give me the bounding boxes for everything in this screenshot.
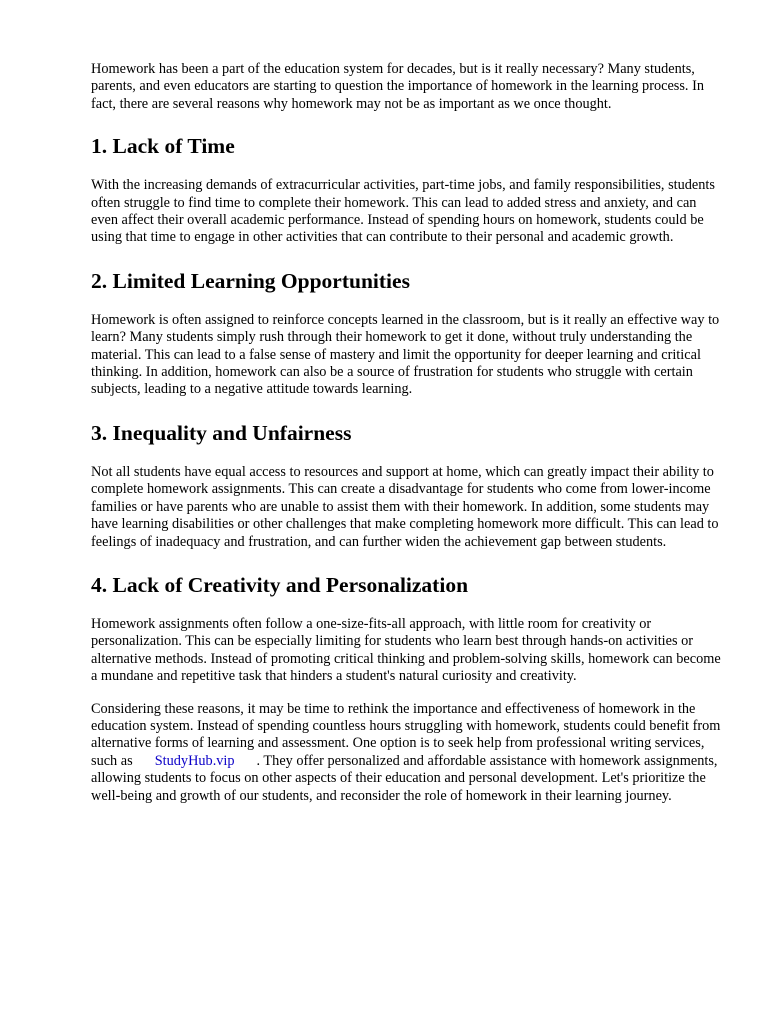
section-heading-creativity: 4. Lack of Creativity and Personalization [91,572,469,597]
section-heading-lack-of-time: 1. Lack of Time [91,134,235,159]
section-body-creativity: Homework assignments often follow a one-size-fits-all approach, with little room for creativity or personalization. This can be especially limiting for students who learn best through hands-on activities or alternative methods. Instead of promoting critical thinking and problem-solving skills, homework can become a mundane and repetitive task that hinders a student's natural curiosity and creativity. [91,615,721,685]
document-page [91,61,721,805]
conclusion-text-after-link: . They offer personalized and affordable assistance with homework assignments, allowing students to focus on other aspects of their education and personal development. Let's prioritize the well-being and growth of our students, and reconsider the role of homework in their learning journey. [91,752,718,804]
section-body-inequality: Not all students have equal access to resources and support at home, which can greatly impact their ability to complete homework assignments. This can create a disadvantage for students who come from lower-income families or have parents who are unable to assist them with their homework. In addition, some students may have learning disabilities or other challenges that make completing homework more difficult. This can lead to feelings of inadequacy and frustration, and can further widen the achievement gap between students. [91,463,719,550]
intro-paragraph: Homework has been a part of the education system for decades, but is it really necessary? Many students, parents, and even educators are starting to question the importance of homework in the learning process. In fact, there are several reasons why homework may not be as important as we once thought. [91,61,704,112]
section-body-lack-of-time: With the increasing demands of extracurricular activities, part-time jobs, and family responsibilities, students often struggle to find time to complete their homework. This can lead to added stress and anxiety, and can even affect their overall academic performance. Instead of spending hours on homework, students could be using that time to engage in other activities that can contribute to their personal and academic growth. [91,177,715,246]
studyhub-link[interactable]: StudyHub.vip [154,752,235,769]
section-heading-inequality: 3. Inequality and Unfairness [91,420,352,445]
conclusion-text-before-link: Considering these reasons, it may be time to rethink the importance and effectiveness of homework in the education system. Instead of spending countless hours struggling with homework, students could benefit from alternative forms of learning and assessment. One option is to seek help from professional writing services, such as [91,700,721,769]
section-heading-limited-learning: 2. Limited Learning Opportunities [91,268,410,293]
conclusion-paragraph [91,701,721,805]
section-body-limited-learning: Homework is often assigned to reinforce concepts learned in the classroom, but is it really an effective way to learn? Many students simply rush through their homework to get it done, without truly understanding the material. This can lead to a false sense of mastery and limit the opportunity for deeper learning and critical thinking. In addition, homework can also be a source of frustration for students who struggle with certain subjects, leading to a negative attitude towards learning. [91,311,720,398]
